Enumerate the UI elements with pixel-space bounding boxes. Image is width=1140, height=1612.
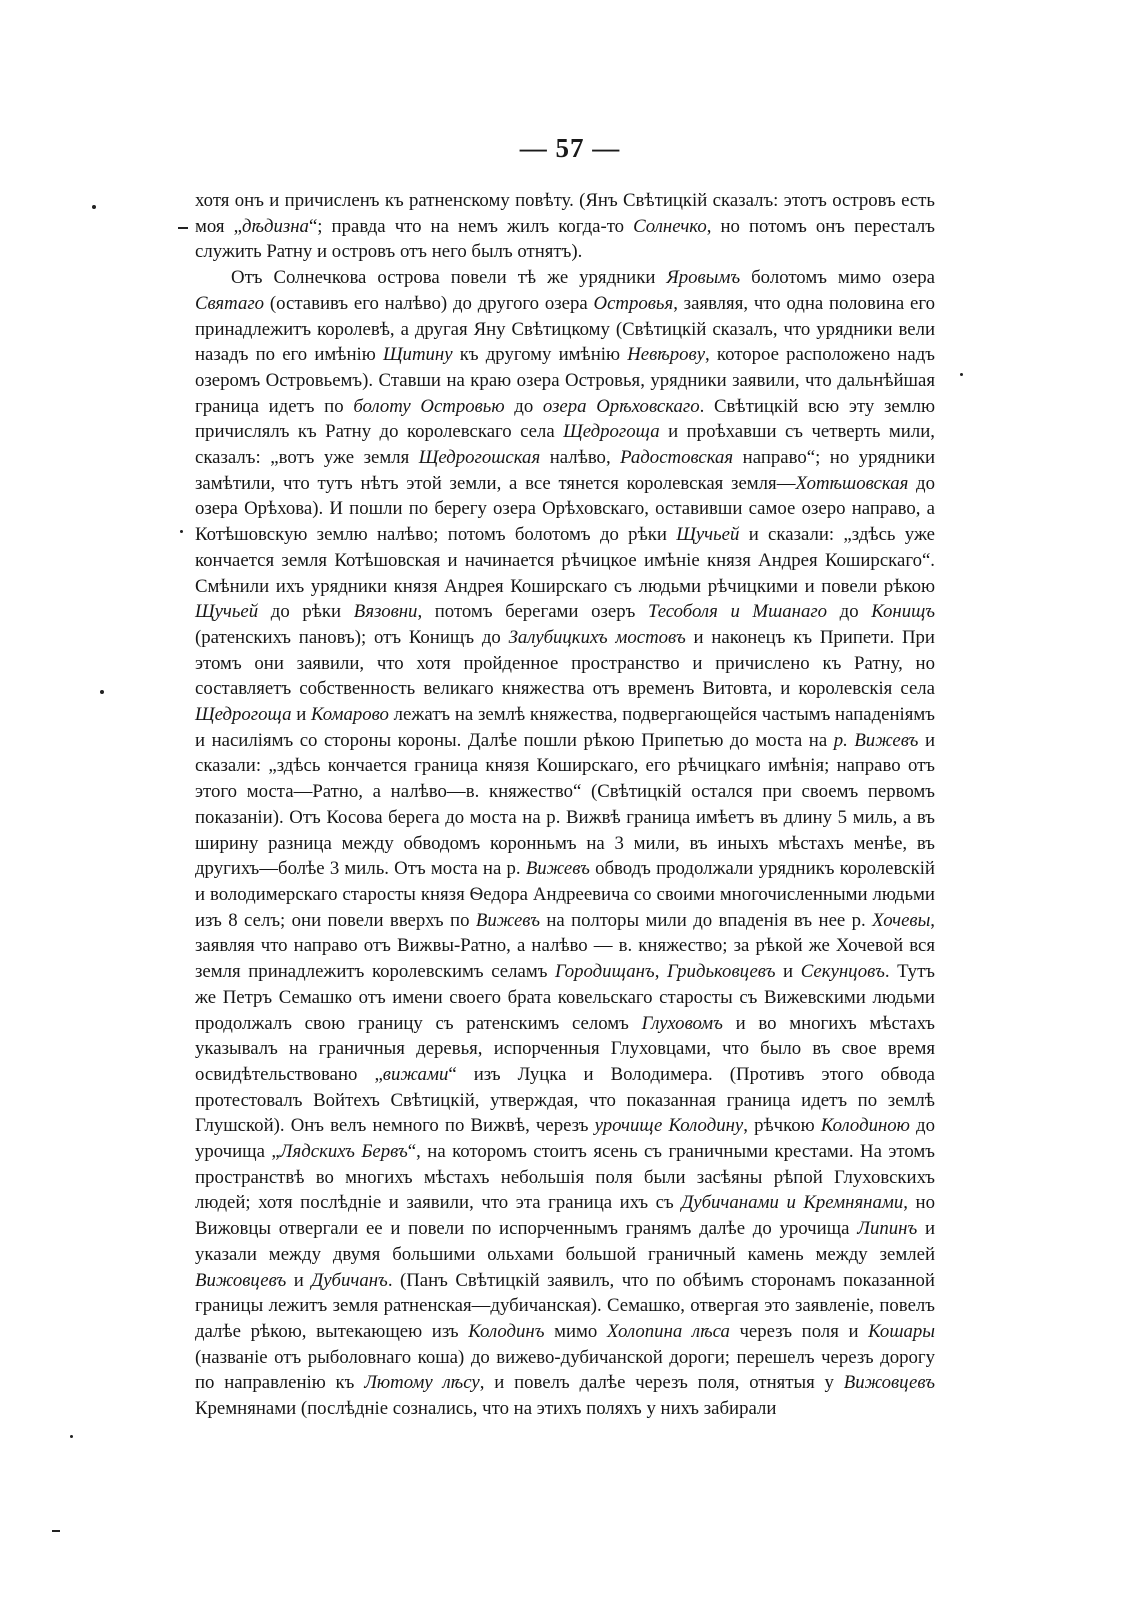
italic-text: дѣдизна xyxy=(241,215,309,237)
text-run: болотомъ мимо озера xyxy=(740,267,935,289)
italic-text: Колодиною xyxy=(820,1115,910,1137)
text-run: , но Вижовцы отвергали ее и повели по испорченнымъ гранямъ далѣе до урочища xyxy=(195,1192,935,1240)
text-run: . (Панъ Свѣтицкій заявилъ, что по обѣимъ сторонамъ показанной границы лежитъ земля ратненская—дубичанская). Семашко, отвергая это заявленіе, повелъ далѣе рѣкою, вытекающею изъ xyxy=(195,1269,935,1342)
text-run: “ изъ Луцка и Володимера. (Противъ этого обвода протестовалъ Войтехъ Свѣтицкій, утверждая, что показанная граница идетъ по землѣ Глушской). Онъ велъ немного по Вижвѣ, черезъ xyxy=(195,1063,935,1137)
text-run: черезъ поля и xyxy=(729,1320,869,1342)
text-run: къ другому имѣнію xyxy=(452,344,628,366)
italic-text: Щучьей xyxy=(676,524,740,546)
text-run: хотя онъ и причисленъ къ ратненскому повѣту. (Янъ Свѣтицкій сказалъ: этотъ островъ есть моя „ xyxy=(195,190,935,237)
scan-speck xyxy=(92,205,96,209)
italic-text: Кошары xyxy=(868,1320,935,1342)
text-run: налѣво, xyxy=(540,447,621,469)
italic-text: Щедрогошская xyxy=(418,447,541,469)
scan-speck xyxy=(180,530,183,533)
italic-text: Хотѣшовская xyxy=(795,472,909,494)
italic-text: р. Вижевъ xyxy=(833,729,919,751)
italic-text: урочище Колодину xyxy=(594,1115,744,1137)
text-run: , потомъ берегами озеръ xyxy=(417,601,648,623)
text-run: до рѣки xyxy=(258,601,354,623)
italic-text: озера Орѣховскаго xyxy=(542,395,700,417)
text-run: на полторы мили до впаденія въ нее р. xyxy=(539,909,873,931)
italic-text: Солнечко xyxy=(633,215,707,237)
text-run: , заявляя, что одна половина его принадлежитъ королевѣ, а другая Яну Свѣтицкому (Свѣтицкій сказалъ, что урядники вели назадъ по его имѣнію xyxy=(195,292,936,366)
text-run: . Тутъ же Петръ Семашко отъ имени своего брата ковельскаго старосты съ Вижевскими людьми продолжалъ свою границу съ ратенскимъ селомъ xyxy=(195,961,935,1034)
italic-text: Конищъ xyxy=(871,601,936,623)
italic-text: Вижевъ xyxy=(525,858,590,880)
text-run: и xyxy=(286,1269,312,1291)
text-run: (названіе отъ рыболовнаго коша) до вижево-дубичанской дороги; перешелъ черезъ дорогу по направленію къ xyxy=(195,1346,935,1394)
text-run: и xyxy=(291,704,312,726)
italic-text: Залубицкихъ мостовъ xyxy=(508,626,686,648)
body-text xyxy=(195,188,935,1422)
italic-text: Радостовская xyxy=(620,447,734,469)
scan-mark xyxy=(178,227,188,229)
italic-text: Яровымъ xyxy=(666,267,741,289)
text-run: и сказали: „здѣсь кончается граница князя Коширскаго, его рѣчицкаго имѣнія; направо отъ этого моста—Ратно, а налѣво—в. княжество“ (Свѣтицкій остался при своемъ первомъ показаніи). Отъ Косова берега до моста на р. Вижвѣ граница имѣетъ въ длину 5 миль, а въ ширину разница между обводомъ коронньмъ на 3 мили, въ иныхъ мѣстахъ менѣе, въ другихъ—болѣе 3 миль. Отъ моста на р. xyxy=(195,729,936,880)
text-run: до озера Орѣхова). И пошли по берегу озера Орѣховскаго, оставивши самое озеро направо, а Котѣшовскую землю налѣво; потомъ болотомъ до рѣки xyxy=(195,472,935,546)
text-run: до xyxy=(504,395,543,417)
italic-text: Дубичанъ xyxy=(311,1269,388,1291)
text-run: , но потомъ онъ пересталъ служить Ратну и островъ отъ него былъ отнятъ). xyxy=(195,215,936,263)
text-run: , xyxy=(654,961,667,983)
text-run: до урочища „ xyxy=(195,1115,935,1163)
text-run: (оставивъ его налѣво) до другого озера xyxy=(264,292,594,314)
italic-text: Комарово xyxy=(311,704,389,726)
italic-text: Гридьковцевъ xyxy=(667,961,776,983)
italic-text: Глуховомъ xyxy=(641,1012,723,1034)
italic-text: Холопина лѣса xyxy=(606,1320,730,1342)
italic-text: Невѣрову xyxy=(627,344,706,366)
text-run: до xyxy=(827,601,872,623)
text-run: , рѣчкою xyxy=(743,1115,821,1137)
text-run: , которое расположено надъ озеромъ Островьемъ). Ставши на краю озера Островья, урядники заявили, что дальнѣйшая граница идетъ по xyxy=(195,344,935,417)
italic-text: Островья xyxy=(593,292,674,314)
italic-text: Вижовцевъ xyxy=(195,1269,287,1291)
italic-text: Святаго xyxy=(195,292,265,314)
italic-text: Хочевы xyxy=(872,909,931,931)
text-run: направо“; но урядники замѣтили, что тутъ нѣтъ этой земли, а все тянется королевская земля— xyxy=(195,447,935,494)
italic-text: Дубичанами и Кремнянами xyxy=(681,1192,904,1214)
italic-text: Вижовцевъ xyxy=(843,1372,935,1394)
italic-text: вижами xyxy=(382,1063,449,1085)
italic-text: болоту Островью xyxy=(353,395,505,417)
italic-text: Городищанъ xyxy=(555,961,655,983)
text-run: и xyxy=(775,961,801,983)
italic-text: Липинъ xyxy=(857,1218,918,1240)
italic-text: Щучьей xyxy=(195,601,259,623)
italic-text: Секунцовъ xyxy=(800,961,885,983)
text-run: обводъ продолжали урядникъ королевскій и володимерскаго старосты князя Ѳедора Андреевича со своими многочисленными людьми изъ 8 селъ; они повели вверхъ по xyxy=(195,858,935,931)
paragraph xyxy=(195,265,935,1422)
text-run: Кремнянами (послѣдніе сознались, что на этихъ поляхъ у нихъ забирали xyxy=(195,1398,777,1420)
paragraph xyxy=(195,188,935,265)
italic-text: Щедрогоща xyxy=(195,704,292,726)
text-run: и сказали: „здѣсь уже кончается земля Котѣшовская и начинается рѣчицкое имѣніе князя Андрея Коширскаго“. Смѣнили ихъ урядники князя Андрея Коширскаго съ людьми рѣчицкими и повели рѣкою xyxy=(195,524,936,597)
italic-text: Щитину xyxy=(382,344,453,366)
text-run: “; правда что на немъ жилъ когда-то xyxy=(308,215,634,237)
italic-text: Тесоболя и Мшанаго xyxy=(647,601,828,623)
scan-speck xyxy=(960,373,963,376)
text-run: и наконецъ къ Припети. При этомъ они заявили, что хотя пройденное пространство и причислено къ Ратну, но составляетъ собственность великаго княжества отъ временъ Витовта, и королевскія села xyxy=(195,626,935,700)
text-run: . Свѣтицкій всю эту землю причислялъ къ Ратну до королевскаго села xyxy=(195,395,935,443)
italic-text: Вязовни xyxy=(353,601,418,623)
italic-text: Лютому лѣсу xyxy=(364,1372,480,1394)
text-run: и проѣхавши съ четверть мили, сказалъ: „вотъ уже земля xyxy=(195,421,935,469)
text-run: мимо xyxy=(544,1320,607,1342)
text-run: и во многихъ мѣстахъ указывалъ на граничныя деревья, испорченныя Глуховцами, что было въ свое время освидѣтельствовано „ xyxy=(195,1012,935,1085)
text-run: , заявляя что направо отъ Вижвы-Ратно, а налѣво — в. княжество; за рѣкой же Хочевой вся земля принадлежитъ королевскимъ селамъ xyxy=(195,909,935,983)
scan-speck xyxy=(70,1435,73,1438)
scan-speck xyxy=(100,690,104,694)
text-run: и указали между двумя большими ольхами большой граничный камень между землей xyxy=(195,1218,935,1265)
italic-text: Щедрогоща xyxy=(563,421,660,443)
scan-mark xyxy=(52,1530,60,1532)
text-run: “, на которомъ стоитъ ясень съ граничными крестами. На этомъ пространствѣ во многихъ мѣстахъ небольшія поля были засѣяны рѣпой Глуховскихъ людей; хотя послѣдніе и заявили, что эта граница ихъ съ xyxy=(195,1141,936,1214)
italic-text: Лядскихъ Бервъ xyxy=(279,1141,408,1163)
text-run: Отъ Солнечкова острова повели тѣ же урядники xyxy=(231,267,667,289)
text-run: , и повелъ далѣе черезъ поля, отнятыя у xyxy=(479,1372,844,1394)
page-number: — 57 — xyxy=(519,133,621,163)
text-run: (ратенскихъ пановъ); отъ Конищъ до xyxy=(195,626,509,648)
italic-text: Вижевъ xyxy=(475,909,540,931)
italic-text: Колодинъ xyxy=(468,1320,545,1342)
text-run: лежатъ на землѣ княжества, подвергающейся частымъ нападеніямъ и насиліямъ со стороны короны. Далѣе пошли рѣкою Припетью до моста на xyxy=(195,704,935,751)
